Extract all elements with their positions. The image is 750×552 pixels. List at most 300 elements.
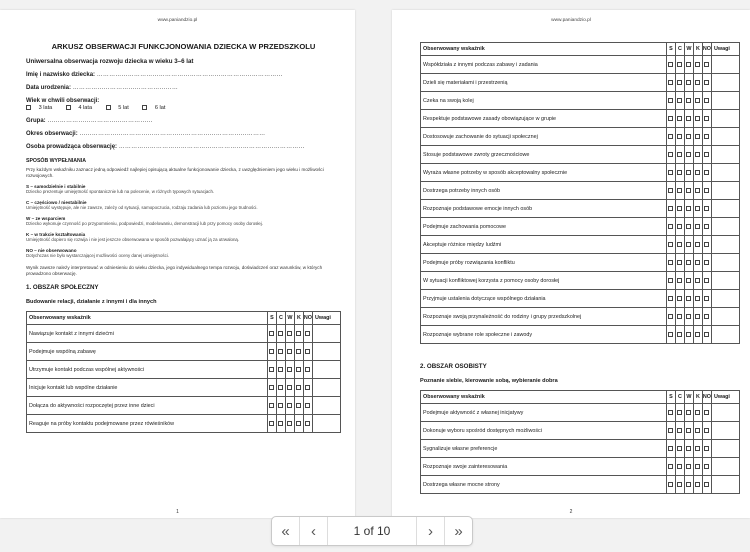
checkbox-icon[interactable] (686, 152, 691, 157)
method-text: Przy każdym wskaźniku zaznacz jedną odpowiedź najlepiej opisującą aktualne funkcjonowanie dziecka, z uwzględnieniem jego wieku i możliwości rozwojowych. (26, 167, 324, 179)
checkbox-icon[interactable] (704, 314, 709, 319)
column-header: C (675, 43, 684, 56)
checkbox-icon[interactable] (695, 80, 700, 85)
rating-cell (675, 74, 684, 92)
checkbox-icon[interactable] (677, 446, 682, 451)
checkbox-icon[interactable] (269, 421, 274, 426)
code-term: W – ze wsparciem (26, 216, 66, 222)
checkbox-icon[interactable] (269, 367, 274, 372)
checkbox-icon[interactable] (704, 464, 709, 469)
checkbox-icon[interactable] (686, 410, 691, 415)
checkbox-icon[interactable] (695, 428, 700, 433)
indicator-cell: Dołącza do aktywności rozpoczętej przez inne dzieci (27, 397, 268, 415)
indicator-cell: Dokonuje wyboru spośród dostępnych możliwości (421, 422, 667, 440)
checkbox-icon[interactable] (686, 116, 691, 121)
checkbox-icon[interactable] (668, 410, 673, 415)
indicator-cell: Rozpoznaje swoje zainteresowania (421, 458, 667, 476)
checkbox-icon[interactable] (305, 349, 310, 354)
rating-cell (684, 290, 693, 308)
remarks-cell[interactable] (712, 164, 740, 182)
checkbox-icon[interactable] (686, 314, 691, 319)
indicator-cell: Podejmuje zachowania pomocowe (421, 218, 667, 236)
remarks-cell[interactable] (712, 218, 740, 236)
remarks-cell[interactable] (313, 415, 341, 433)
indicator-cell: Nawiązuje kontakt z innymi dziećmi (27, 325, 268, 343)
rating-cell (702, 146, 711, 164)
checkbox-icon[interactable] (704, 206, 709, 211)
rating-cell (666, 200, 675, 218)
observation-table-1 (26, 311, 341, 433)
checkbox-icon[interactable] (668, 62, 673, 67)
group-field (26, 118, 341, 124)
checkbox-icon[interactable] (695, 134, 700, 139)
group-dots: …………………………………………… (47, 118, 153, 124)
remarks-cell[interactable] (313, 361, 341, 379)
table-row (421, 308, 740, 326)
checkbox-icon[interactable] (686, 206, 691, 211)
checkbox-icon[interactable] (695, 482, 700, 487)
checkbox-icon[interactable] (686, 464, 691, 469)
checkbox-icon[interactable] (677, 206, 682, 211)
remarks-cell[interactable] (712, 200, 740, 218)
table-header-row (27, 312, 341, 325)
checkbox-icon[interactable] (704, 80, 709, 85)
table-row (421, 272, 740, 290)
next-page-button[interactable]: › (416, 517, 444, 545)
rating-cell (666, 404, 675, 422)
checkbox-icon[interactable] (668, 170, 673, 175)
checkbox-icon[interactable] (704, 410, 709, 415)
age-option-label: 6 lat (154, 105, 166, 111)
checkbox-icon[interactable] (686, 188, 691, 193)
indicator-cell: Sygnalizuje własne preferencje (421, 440, 667, 458)
checkbox-icon[interactable] (686, 296, 691, 301)
rating-cell (675, 128, 684, 146)
remarks-cell[interactable] (712, 74, 740, 92)
checkbox-icon[interactable] (296, 331, 301, 336)
remarks-cell[interactable] (712, 326, 740, 344)
checkbox-icon[interactable] (668, 206, 673, 211)
column-header: C (276, 312, 285, 325)
checkbox-icon[interactable] (677, 410, 682, 415)
remarks-cell[interactable] (712, 56, 740, 74)
rating-cell (303, 343, 312, 361)
checkbox-icon[interactable] (686, 260, 691, 265)
rating-cell (702, 254, 711, 272)
page-2 (392, 10, 750, 518)
checkbox-icon[interactable] (686, 278, 691, 283)
code-term: K – w trakcie kształtowania (26, 232, 86, 238)
remarks-cell[interactable] (712, 110, 740, 128)
checkbox-icon[interactable] (677, 188, 682, 193)
checkbox-icon[interactable] (287, 385, 292, 390)
checkbox-icon[interactable] (668, 224, 673, 229)
checkbox-icon[interactable] (287, 367, 292, 372)
checkbox-icon[interactable] (695, 278, 700, 283)
code-description: Dziecko wykonuje czynność po przypomnieniu, podpowiedzi, modelowaniu, demonstracji lub przy pomocy osoby dorosłej. (26, 221, 263, 227)
checkbox-icon[interactable] (695, 116, 700, 121)
checkbox-icon[interactable] (686, 62, 691, 67)
interpretation-note: Wynik zawsze należy interpretować w odniesieniu do wieku dziecka, jego indywidualnego tempa rozwoju, doświadczeń oraz warunków, w których prowadzono obserwację. (26, 265, 323, 277)
remarks-cell[interactable] (712, 308, 740, 326)
checkbox-icon[interactable] (686, 170, 691, 175)
checkbox-icon[interactable] (278, 385, 283, 390)
checkbox-icon[interactable] (668, 482, 673, 487)
document-subtitle: Uniwersalna obserwacja rozwoju dziecka w wieku 3–6 lat (26, 58, 194, 65)
rating-cell (285, 343, 294, 361)
rating-cell (693, 254, 702, 272)
checkbox-icon[interactable] (296, 349, 301, 354)
checkbox-icon[interactable] (668, 116, 673, 121)
page-number: 2 (569, 509, 573, 515)
rating-cell (675, 236, 684, 254)
rating-cell (267, 343, 276, 361)
checkbox-icon[interactable] (668, 188, 673, 193)
rating-cell (285, 361, 294, 379)
checkbox-icon[interactable] (704, 446, 709, 451)
rating-cell (702, 290, 711, 308)
remarks-cell[interactable] (313, 343, 341, 361)
table-header-row (421, 391, 740, 404)
checkbox-icon[interactable] (677, 134, 682, 139)
rating-cell (675, 326, 684, 344)
checkbox-icon[interactable] (695, 206, 700, 211)
checkbox-icon[interactable] (704, 242, 709, 247)
prev-page-button[interactable]: ‹ (300, 517, 328, 545)
code-description: Umiejętność występuje, ale nie zawsze, zależy od sytuacji, samopoczucia, rodzaju zadania lub poziomu jego trudności. (26, 205, 258, 211)
checkbox-icon[interactable] (287, 421, 292, 426)
checkbox-icon[interactable] (278, 403, 283, 408)
last-page-button[interactable]: » (444, 517, 472, 545)
age-field (26, 98, 341, 104)
rating-cell (303, 325, 312, 343)
rating-cell (693, 92, 702, 110)
checkbox-icon[interactable] (704, 224, 709, 229)
checkbox-icon[interactable] (677, 278, 682, 283)
first-page-button[interactable]: « (272, 517, 300, 545)
rating-cell (303, 379, 312, 397)
rating-cell (693, 326, 702, 344)
rating-cell (693, 200, 702, 218)
checkbox-icon[interactable] (704, 188, 709, 193)
checkbox-icon[interactable] (695, 242, 700, 247)
indicator-cell: Akceptuje różnice między ludźmi (421, 236, 667, 254)
rating-cell (666, 218, 675, 236)
checkbox-icon[interactable] (695, 98, 700, 103)
checkbox-icon[interactable] (677, 170, 682, 175)
remarks-cell[interactable] (712, 236, 740, 254)
checkbox-icon[interactable] (695, 260, 700, 265)
checkbox-icon[interactable] (305, 367, 310, 372)
checkbox-icon[interactable] (704, 428, 709, 433)
rating-cell (294, 397, 303, 415)
rating-cell (702, 272, 711, 290)
checkbox-icon[interactable] (695, 410, 700, 415)
indicator-cell: Współdziała z innymi podczas zabawy i zadania (421, 56, 667, 74)
checkbox-icon[interactable] (287, 349, 292, 354)
rating-cell (693, 218, 702, 236)
name-dots: ……………………………………………………………………………… (96, 72, 283, 78)
remarks-cell[interactable] (712, 422, 740, 440)
birth-dots: …………………………………………… (72, 85, 179, 91)
checkbox-icon[interactable] (686, 332, 691, 337)
checkbox-icon[interactable] (695, 314, 700, 319)
checkbox-icon[interactable] (677, 80, 682, 85)
rating-cell (666, 128, 675, 146)
checkbox-icon[interactable] (287, 403, 292, 408)
table-row (421, 440, 740, 458)
name-label: Imię i nazwisko dziecka: (26, 72, 96, 78)
remarks-cell[interactable] (313, 397, 341, 415)
indicator-cell: Dostrzega własne mocne strony (421, 476, 667, 494)
table-row (421, 218, 740, 236)
observer-label: Osoba prowadząca obserwację: (26, 144, 118, 150)
checkbox-icon[interactable] (287, 331, 292, 336)
checkbox-icon[interactable] (686, 80, 691, 85)
checkbox-icon[interactable] (695, 464, 700, 469)
column-header: Obserwowany wskaźnik (421, 43, 667, 56)
rating-cell (666, 458, 675, 476)
checkbox-icon[interactable] (677, 116, 682, 121)
indicator-cell: Utrzymuje kontakt podczas wspólnej aktywności (27, 361, 268, 379)
checkbox-icon[interactable] (269, 385, 274, 390)
checkbox-icon[interactable] (695, 446, 700, 451)
rating-cell (684, 422, 693, 440)
rating-cell (666, 440, 675, 458)
checkbox-icon[interactable] (704, 134, 709, 139)
rating-cell (693, 74, 702, 92)
remarks-cell[interactable] (712, 182, 740, 200)
rating-cell (684, 440, 693, 458)
checkbox-icon[interactable] (695, 188, 700, 193)
checkbox-icon[interactable] (296, 385, 301, 390)
checkbox-icon[interactable] (686, 428, 691, 433)
rating-cell (684, 458, 693, 476)
checkbox-icon[interactable] (668, 260, 673, 265)
checkbox-icon[interactable] (668, 134, 673, 139)
code-term: C – częściowo / niestabilnie (26, 200, 87, 206)
checkbox-icon[interactable] (296, 421, 301, 426)
column-header: W (684, 43, 693, 56)
age-label: Wiek w chwili obserwacji: (26, 98, 100, 104)
rating-cell (666, 290, 675, 308)
checkbox-icon[interactable] (305, 331, 310, 336)
rating-cell (702, 164, 711, 182)
remarks-cell[interactable] (712, 146, 740, 164)
checkbox-icon[interactable] (677, 464, 682, 469)
rating-cell (675, 404, 684, 422)
column-header: S (267, 312, 276, 325)
checkbox-icon[interactable] (686, 98, 691, 103)
rating-cell (702, 404, 711, 422)
remarks-cell[interactable] (313, 325, 341, 343)
rating-cell (666, 272, 675, 290)
checkbox-icon[interactable] (668, 464, 673, 469)
indicator-cell: W sytuacji konfliktowej korzysta z pomocy osoby dorosłej (421, 272, 667, 290)
table-row (421, 92, 740, 110)
rating-cell (702, 422, 711, 440)
rating-cell (666, 92, 675, 110)
area-2-heading: 2. OBSZAR OSOBISTY (420, 363, 487, 370)
remarks-cell[interactable] (313, 379, 341, 397)
checkbox-icon[interactable] (278, 421, 283, 426)
rating-cell (675, 146, 684, 164)
checkbox-icon[interactable] (278, 367, 283, 372)
checkbox-icon[interactable] (668, 152, 673, 157)
checkbox-icon[interactable] (686, 134, 691, 139)
indicator-cell: Rozpoznaje wybrane role społeczne i zawody (421, 326, 667, 344)
table-row (421, 56, 740, 74)
checkbox-icon[interactable] (677, 428, 682, 433)
rating-cell (294, 415, 303, 433)
table-row (421, 404, 740, 422)
rating-cell (276, 415, 285, 433)
checkbox-icon[interactable] (668, 98, 673, 103)
table-row (421, 200, 740, 218)
checkbox-icon[interactable] (677, 482, 682, 487)
rating-cell (702, 218, 711, 236)
checkbox-icon[interactable] (296, 403, 301, 408)
page-2-content (420, 42, 740, 494)
page-number: 1 (176, 509, 179, 515)
checkbox-icon[interactable] (686, 482, 691, 487)
period-dots: ……………………………………………………………………………… (79, 131, 266, 137)
column-header: C (675, 391, 684, 404)
checkbox-icon (106, 105, 111, 110)
checkbox-icon[interactable] (704, 482, 709, 487)
checkbox-icon[interactable] (677, 98, 682, 103)
remarks-cell[interactable] (712, 92, 740, 110)
checkbox-icon[interactable] (278, 331, 283, 336)
indicator-cell: Czeka na swoją kolej (421, 92, 667, 110)
checkbox-icon[interactable] (668, 278, 673, 283)
checkbox-icon[interactable] (704, 296, 709, 301)
remarks-cell[interactable] (712, 272, 740, 290)
checkbox-icon[interactable] (704, 278, 709, 283)
column-header: Uwagi (712, 43, 740, 56)
rating-cell (702, 308, 711, 326)
birth-label: Data urodzenia: (26, 85, 72, 91)
table-row (421, 164, 740, 182)
checkbox-icon[interactable] (278, 349, 283, 354)
checkbox-icon[interactable] (677, 62, 682, 67)
checkbox-icon[interactable] (704, 260, 709, 265)
checkbox-icon[interactable] (695, 332, 700, 337)
checkbox-icon[interactable] (668, 332, 673, 337)
column-header: Uwagi (313, 312, 341, 325)
remarks-cell[interactable] (712, 404, 740, 422)
checkbox-icon[interactable] (686, 446, 691, 451)
checkbox-icon[interactable] (704, 116, 709, 121)
age-option (66, 105, 98, 111)
checkbox-icon[interactable] (677, 260, 682, 265)
remarks-cell[interactable] (712, 458, 740, 476)
checkbox-icon[interactable] (305, 421, 310, 426)
checkbox-icon[interactable] (668, 242, 673, 247)
table-row (27, 325, 341, 343)
checkbox-icon[interactable] (704, 332, 709, 337)
checkbox-icon[interactable] (695, 296, 700, 301)
checkbox-icon[interactable] (695, 224, 700, 229)
remarks-cell[interactable] (712, 254, 740, 272)
checkbox-icon[interactable] (704, 62, 709, 67)
checkbox-icon[interactable] (704, 98, 709, 103)
checkbox-icon[interactable] (668, 80, 673, 85)
site-header: www.pani​andzio.pl (551, 18, 591, 23)
checkbox-icon[interactable] (668, 296, 673, 301)
rating-cell (693, 458, 702, 476)
rating-cell (675, 182, 684, 200)
checkbox-icon[interactable] (668, 314, 673, 319)
page-1-content (26, 42, 341, 433)
rating-cell (702, 326, 711, 344)
rating-cell (285, 397, 294, 415)
indicator-cell: Inicjuje kontakt lub wspólne działanie (27, 379, 268, 397)
checkbox-icon[interactable] (704, 170, 709, 175)
area-1-heading: 1. OBSZAR SPOŁECZNY (26, 284, 99, 292)
checkbox-icon[interactable] (668, 446, 673, 451)
name-field (26, 72, 341, 78)
checkbox-icon[interactable] (269, 403, 274, 408)
remarks-cell[interactable] (712, 440, 740, 458)
rating-cell (693, 308, 702, 326)
checkbox-icon[interactable] (305, 385, 310, 390)
remarks-cell[interactable] (712, 476, 740, 494)
rating-cell (666, 308, 675, 326)
column-header: S (666, 43, 675, 56)
checkbox-icon[interactable] (686, 224, 691, 229)
checkbox-icon[interactable] (686, 242, 691, 247)
table-row (27, 343, 341, 361)
rating-cell (294, 361, 303, 379)
checkbox-icon[interactable] (695, 152, 700, 157)
checkbox-icon[interactable] (269, 331, 274, 336)
rating-cell (684, 110, 693, 128)
checkbox-icon[interactable] (677, 242, 682, 247)
remarks-cell[interactable] (712, 290, 740, 308)
checkbox-icon[interactable] (269, 349, 274, 354)
checkbox-icon[interactable] (305, 403, 310, 408)
rating-cell (666, 254, 675, 272)
checkbox-icon[interactable] (668, 428, 673, 433)
indicator-cell: Dostosowuje zachowanie do sytuacji społecznej (421, 128, 667, 146)
rating-cell (675, 200, 684, 218)
checkbox-icon[interactable] (695, 170, 700, 175)
remarks-cell[interactable] (712, 128, 740, 146)
checkbox-icon[interactable] (677, 152, 682, 157)
checkbox-icon[interactable] (296, 367, 301, 372)
indicator-cell: Podejmuje wspólną zabawę (27, 343, 268, 361)
rating-cell (666, 182, 675, 200)
column-header: Obserwowany wskaźnik (421, 391, 667, 404)
checkbox-icon[interactable] (677, 296, 682, 301)
checkbox-icon[interactable] (677, 314, 682, 319)
table-header-row (421, 43, 740, 56)
checkbox-icon[interactable] (677, 224, 682, 229)
age-option-label: 3 lata (38, 105, 53, 111)
checkbox-icon[interactable] (695, 62, 700, 67)
age-option-label: 4 lata (78, 105, 93, 111)
checkbox-icon[interactable] (677, 332, 682, 337)
column-header: S (666, 391, 675, 404)
rating-cell (684, 92, 693, 110)
site-header: www.pani​andzio.pl (157, 18, 198, 23)
birth-field (26, 85, 341, 91)
column-header: K (693, 43, 702, 56)
indicator-cell: Dzieli się materiałami i przestrzenią (421, 74, 667, 92)
checkbox-icon[interactable] (704, 152, 709, 157)
rating-cell (684, 254, 693, 272)
